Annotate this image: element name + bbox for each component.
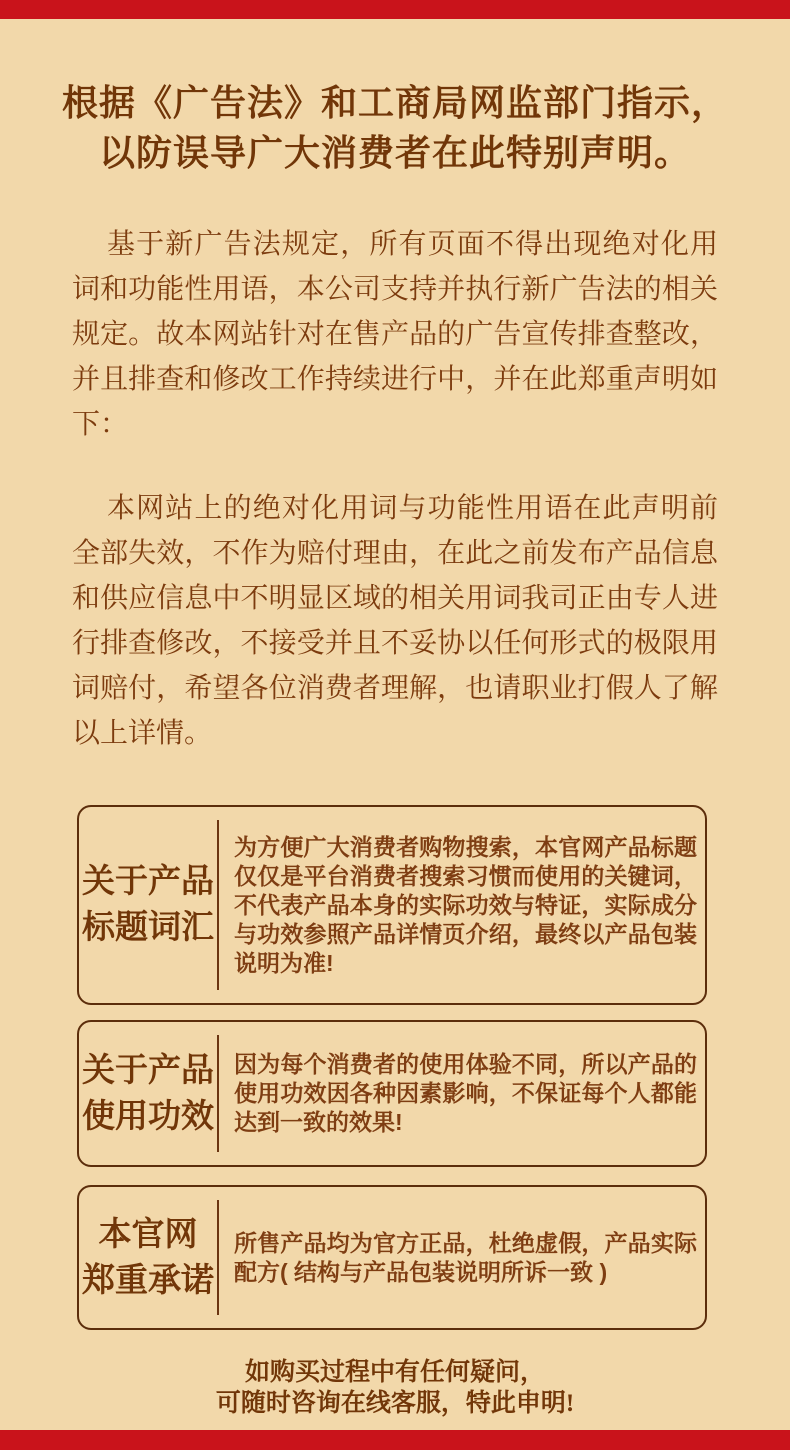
notice-box-label-line1: 本官网 xyxy=(98,1216,198,1253)
notice-box-text xyxy=(219,807,705,1003)
notice-box-official-promise xyxy=(77,1185,707,1330)
notice-box-label-line2: 标题词汇 xyxy=(82,910,214,946)
notice-box-label-line2: 郑重承诺 xyxy=(82,1262,214,1299)
declaration-intro-paragraph: 基于新广告法规定，所有页面不得出现绝对化用词和功能性用语，本公司支持并执行新广告法的相关规定。故本网站针对在售产品的广告宣传排查整改，并且排查和修改工作持续进行中，并在此郑重声明如下： xyxy=(72,229,718,440)
notice-box-label xyxy=(79,807,217,1003)
notice-box-label-line2: 使用功效 xyxy=(82,1098,214,1135)
notice-box-product-title-terms xyxy=(77,805,707,1005)
page-title xyxy=(0,0,790,178)
notice-box-label xyxy=(79,1187,217,1328)
notice-box-label xyxy=(79,1022,217,1165)
notice-box-text-content: 为方便广大消费者购物搜索，本官网产品标题仅仅是平台消费者搜索习惯而使用的关键词，不代表产品本身的实际功效与特证，实际成分与功效参照产品详情页介绍，最终以产品包装说明为准! xyxy=(234,833,697,976)
notice-box-text-content: 所售产品均为官方正品，杜绝虚假，产品实际配方( 结构与产品包装说明所诉一致 ) xyxy=(234,1229,697,1285)
notice-box-label-line1: 关于产品 xyxy=(82,1052,214,1089)
bottom-red-bar xyxy=(0,1430,790,1450)
footer-note xyxy=(0,1357,790,1419)
page-title-line1: 根据《广告法》和工商局网监部门指示， xyxy=(61,83,728,123)
notice-box-text-content: 因为每个消费者的使用体验不同，所以产品的使用功效因各种因素影响，不保证每个人都能达到一致的效果! xyxy=(234,1051,697,1135)
page-title-line2: 以防误导广大消费者在此特别声明。 xyxy=(98,133,691,173)
notice-box-text xyxy=(219,1022,705,1165)
top-red-bar xyxy=(0,0,790,19)
notice-box-text xyxy=(219,1187,705,1328)
notice-box-list xyxy=(0,805,790,1330)
notice-box-product-usage-effect xyxy=(77,1020,707,1167)
footer-note-line1: 如购买过程中有任何疑问， xyxy=(244,1359,545,1386)
footer-note-line2: 可随时咨询在线客服，特此申明! xyxy=(215,1390,575,1417)
notice-box-label-line1: 关于产品 xyxy=(82,864,214,900)
declaration-detail-paragraph: 本网站上的绝对化用词与功能性用语在此声明前全部失效，不作为赔付理由，在此之前发布产品信息和供应信息中不明显区域的相关用词我司正由专人进行排查修改，不接受并且不妥协以任何形式的极限用词赔付，希望各位消费者理解，也请职业打假人了解以上详情。 xyxy=(72,493,718,749)
